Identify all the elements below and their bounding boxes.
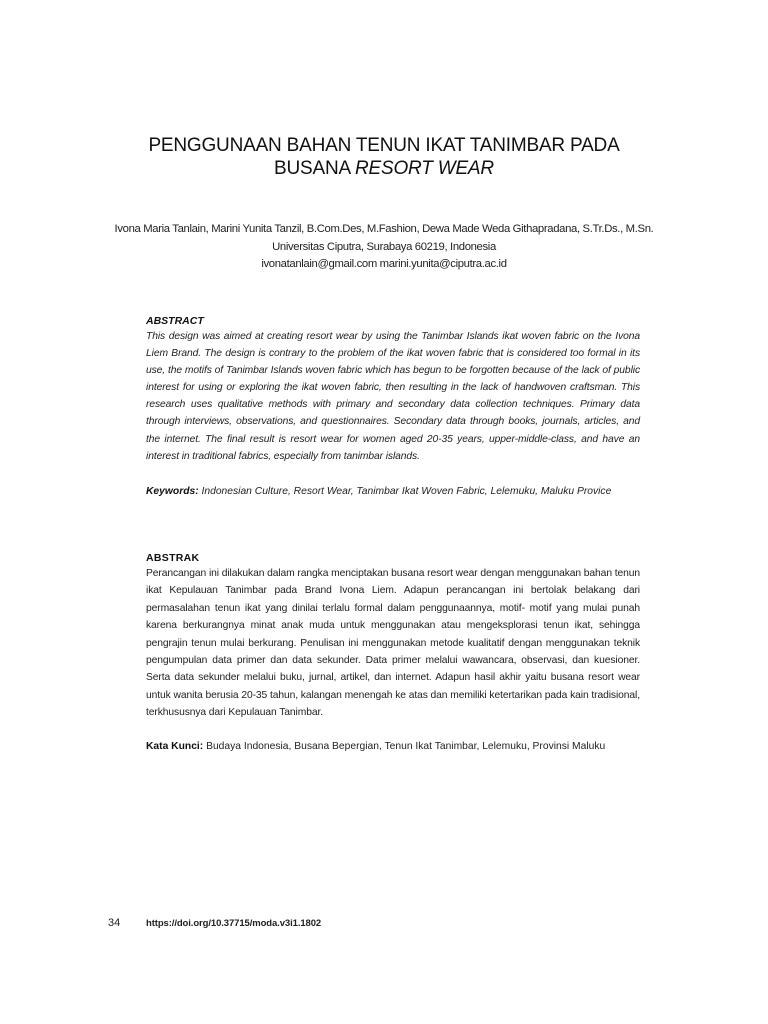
paper-title xyxy=(0,134,768,180)
author-names: Ivona Maria Tanlain, Marini Yunita Tanzil, B.Com.Des, M.Fashion, Dewa Made Weda Githapradana, S.Tr.Ds., M.Sn. xyxy=(114,223,654,235)
page-number: 34 xyxy=(108,917,121,929)
abstract-indonesian-text: Perancangan ini dilakukan dalam rangka menciptakan busana resort wear dengan menggunakan bahan tenun ikat Kepulauan Tanimbar pada Brand Ivona Liem. Adapun perancangan ini bertolak belakang dari permasalahan tenun ikat yang dinilai terlalu formal dalam penggunaannya, motif- motif yang mulai punah karena berkurangnya minat anak muda untuk menggunakan atau mengeksplorasi tenun ikat, sehingga pengrajin tenun mulai berkurang. Penulisan ini menggunakan metode kualitatif dengan menggunakan teknik pengumpulan data primer dan data sekunder. Data primer melalui wawancara, observasi, dan kuesioner. Serta data sekunder melalui buku, jurnal, artikel, dan internet. Adapun hasil akhir yaitu busana resort wear untuk wanita berusia 20-35 tahun, kalangan menengah ke atas dan memiliki ketertarikan pada kain tradisional, terkhususnya dari Kepulauan Tanimbar. xyxy=(146,568,640,719)
doi-link[interactable]: https://doi.org/10.37715/moda.v3i1.1802 xyxy=(146,918,322,929)
paper-title-line-2 xyxy=(0,157,768,180)
keywords-english-label: Keywords: xyxy=(146,486,199,497)
paper-title-line-2-prefix: BUSANA xyxy=(274,158,356,179)
paper-title-line-2-italic: RESORT WEAR xyxy=(355,158,494,179)
keywords-indonesian xyxy=(146,739,640,755)
paper-title-line-1: PENGGUNAAN BAHAN TENUN IKAT TANIMBAR PADA xyxy=(148,135,620,156)
abstract-indonesian-heading: ABSTRAK xyxy=(146,552,200,564)
keywords-indonesian-label: Kata Kunci: xyxy=(146,741,204,752)
author-affiliation: Universitas Ciputra, Surabaya 60219, Indonesia xyxy=(272,240,496,253)
author-emails: ivonatanlain@gmail.com marini.yunita@ciputra.ac.id xyxy=(261,258,507,270)
keywords-english-text: Indonesian Culture, Resort Wear, Tanimbar Ikat Woven Fabric, Lelemuku, Maluku Provice xyxy=(198,486,612,497)
keywords-english xyxy=(146,484,640,500)
abstract-english xyxy=(146,314,640,465)
abstract-english-heading: ABSTRACT xyxy=(146,315,204,327)
abstract-english-text: This design was aimed at creating resort wear by using the Tanimbar Islands ikat woven fabric on the Ivona Liem Brand. The design is contrary to the problem of the ikat woven fabric that is considered too formal in its use, the motifs of Tanimbar Islands woven fabric which has begun to be forgotten because of the lack of public interest for using or exploring the ikat woven fabric, then resulting in the lack of handwoven craftsman. This research uses qualitative methods with primary and secondary data collection techniques. Primary data through interviews, observations, and questionnaires. Secondary data through books, journals, articles, and the internet. The final result is resort wear for women aged 20-35 years, upper-middle-class, and have an interest in traditional fabrics, especially from tanimbar islands. xyxy=(146,331,640,462)
abstract-indonesian xyxy=(146,551,640,722)
author-block xyxy=(0,221,768,274)
keywords-indonesian-text: Budaya Indonesia, Busana Bepergian, Tenun Ikat Tanimbar, Lelemuku, Provinsi Maluku xyxy=(203,741,606,752)
